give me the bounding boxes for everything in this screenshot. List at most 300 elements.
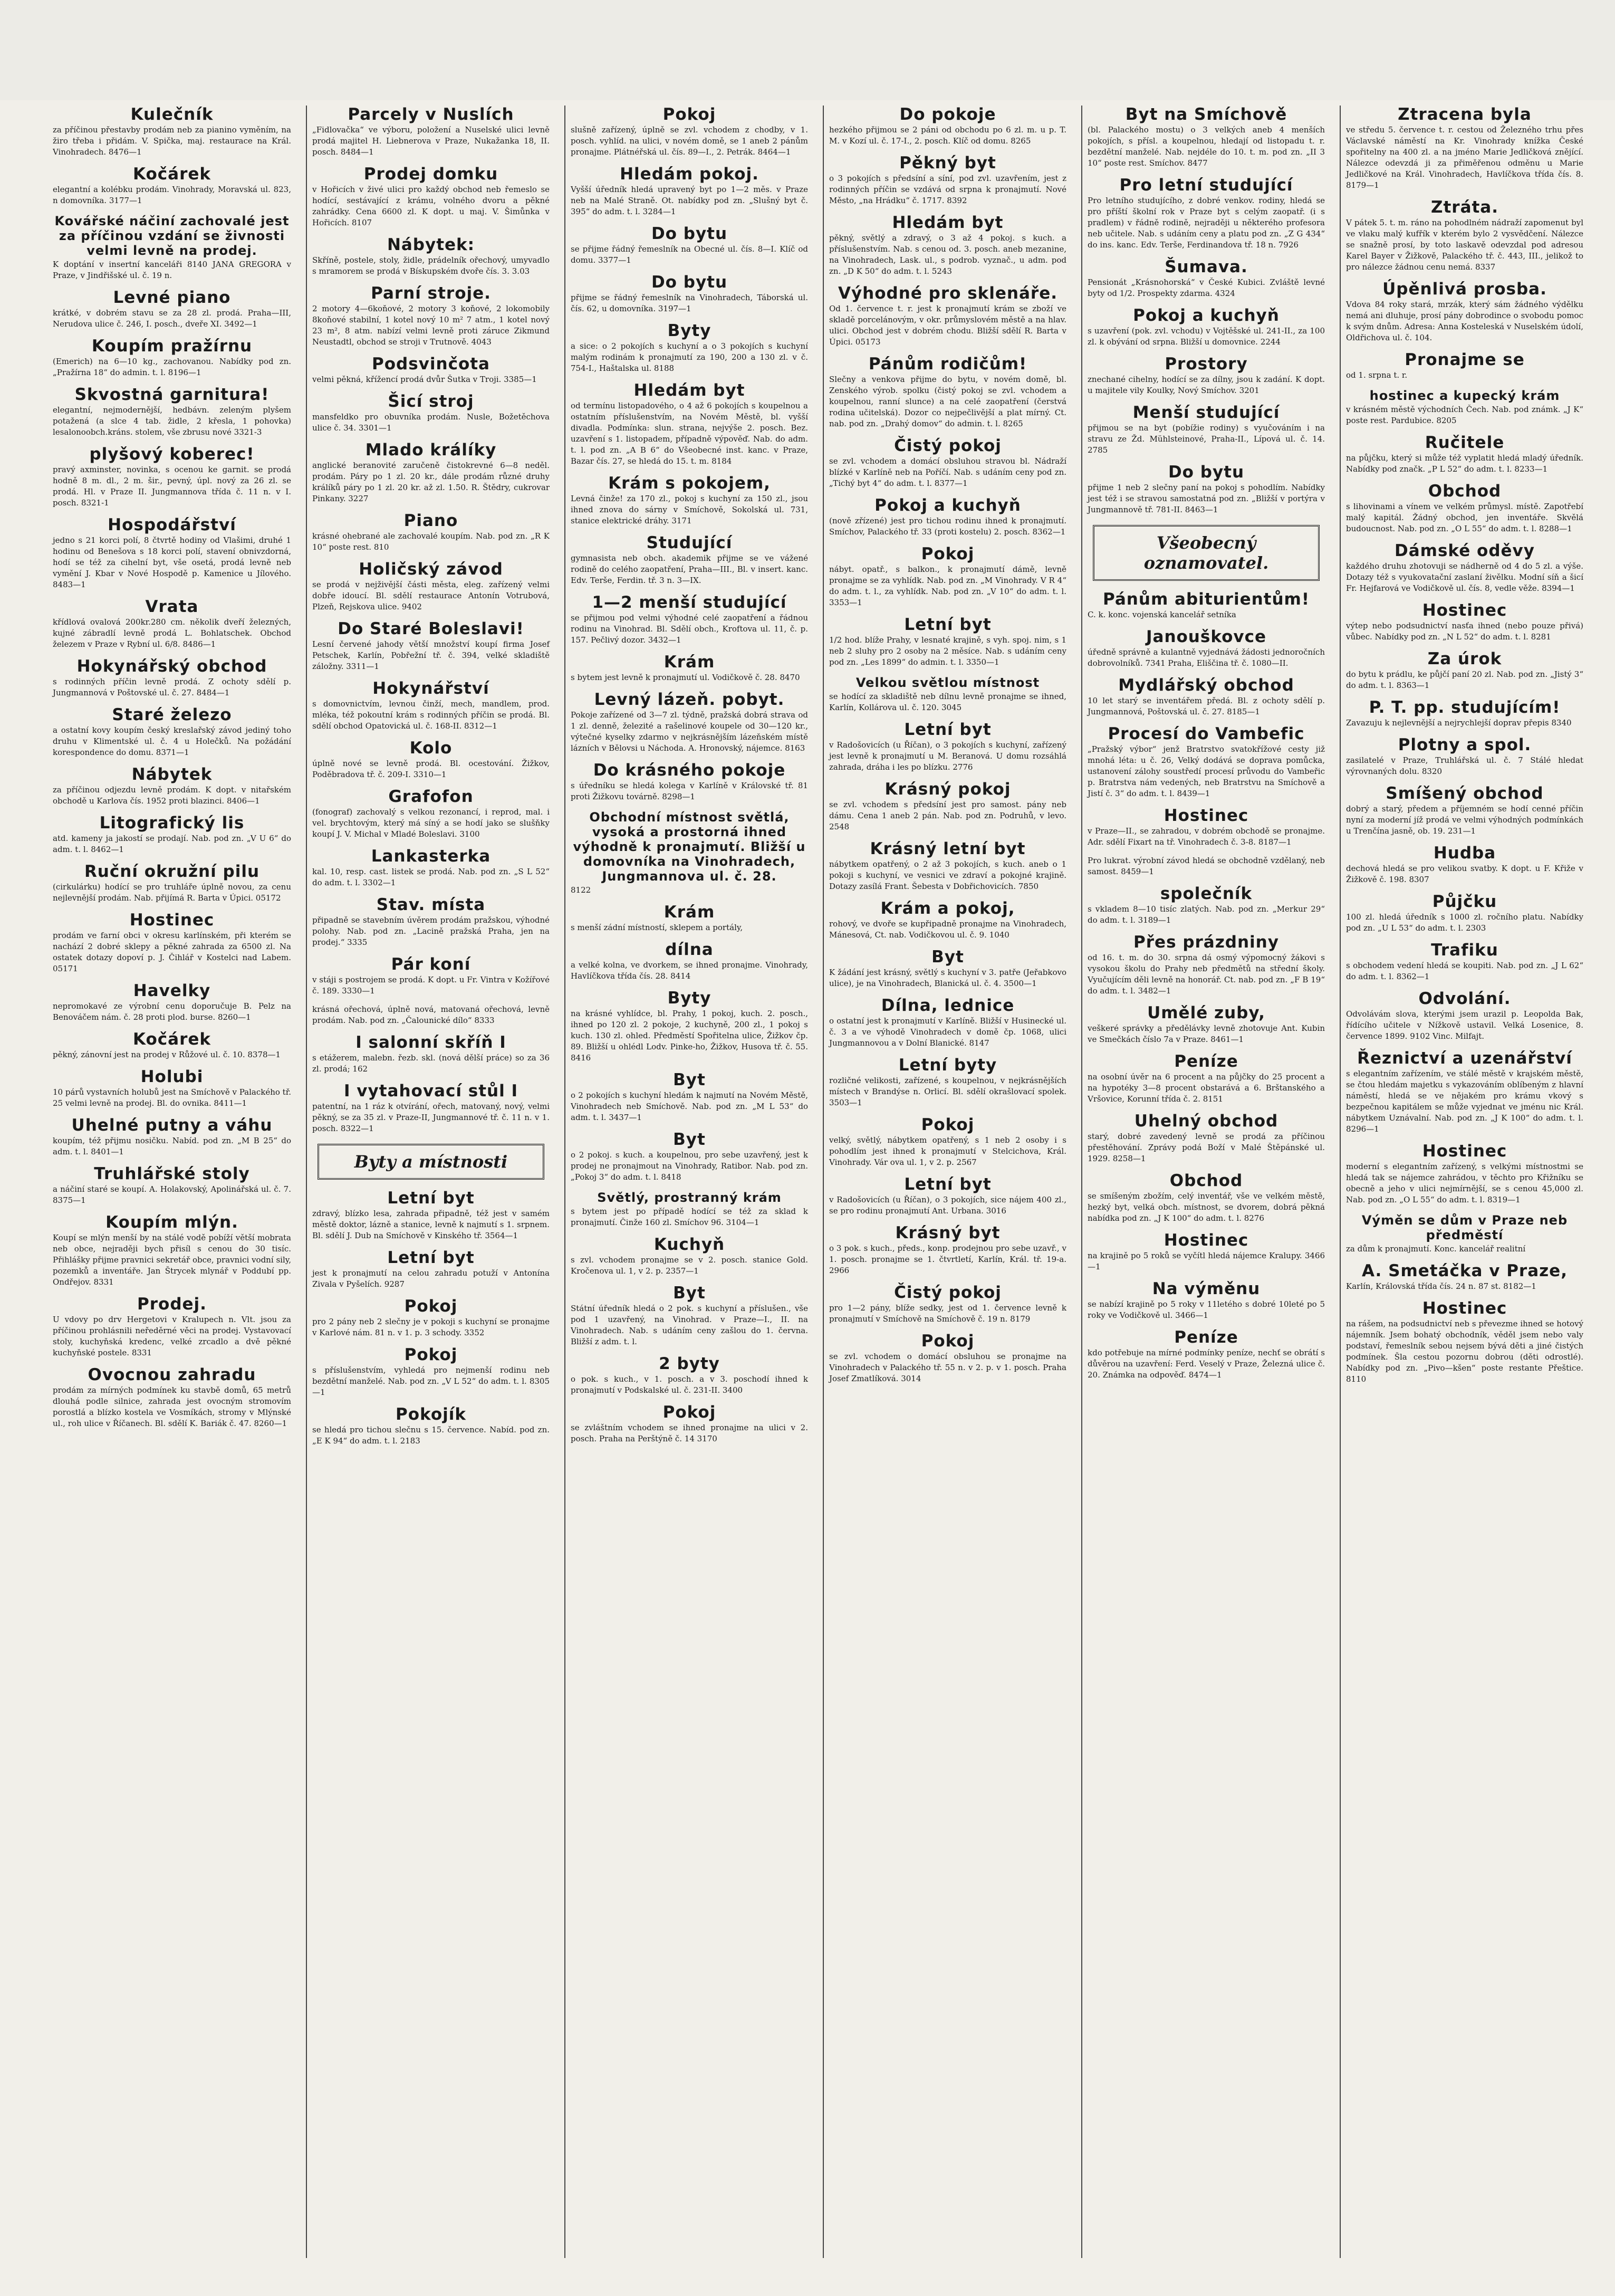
ad-text: Vyšší úředník hledá upravený byt po 1—2 měs. v Praze neb na Malé Straně. Ot. nabídky pod zn. „Slušný byt č. 395“ do adm. t. l. 3284—1: [571, 185, 808, 216]
ad-heading: Prodej domku: [363, 165, 498, 184]
ad-text: se hledá pro tichou slečnu s 15. července. Nabíd. pod zn. „E K 94“ do adm. t. l. 2183: [312, 1425, 550, 1446]
ad-heading: hostinec a kupecký krám: [1369, 388, 1560, 403]
ad-text: krátké, v dobrém stavu se za 28 zl. prodá. Praha—III, Nerudova ulice č. 246, I. posch., dveře XI. 3492—1: [53, 308, 291, 329]
ad-text: na krásné vyhlídce, bl. Prahy, 1 pokoj, kuch. 2. posch., ihned po 120 zl. 2 pokoje, 2 kuchyně, 200 zl., 1 pokoj s kuch. 130 zl. ohled. Předměstí Spořitelna ulice, Žižkov čp. 89. Bližší u ohlédl Lodv. Pinke-ho, Žižkov, Husova tř. č. 55. 8416: [571, 1009, 808, 1063]
ad-text: kal. 10, resp. cast. listek se prodá. Nab. pod zn. „S L 52“ do adm. t. l. 3302—1: [312, 867, 550, 887]
ad-text: Zavazuju k nejlevnější a nejrychlejší doprav přepis 8340: [1346, 718, 1572, 728]
ad-text: se zvl. vchodem o domácí obsluhou se pronajme na Vinohradech v Palackého tř. 55 n. v 2. p. v 1. posch. Praha Josef Zmatlíková. 3014: [829, 1352, 1066, 1383]
classified-ad: [53, 766, 291, 807]
ad-heading: Ovocnou zahradu: [88, 1365, 256, 1384]
classified-ad: [571, 989, 808, 1064]
ad-text: s uzavření (pok. zvl. vchodu) v Vojtěšské ul. 241-II., za 100 zl. k obývání od srpna. Bližší u domovnice. 2244: [1088, 326, 1325, 347]
ad-text: K doptání v insertní kanceláři 8140 JANA GREGORA v Praze, v Jindřišské ul. č. 19 n.: [53, 260, 291, 280]
classified-ad: [829, 1116, 1066, 1168]
ad-text: 100 zl. hledá úředník s 1000 zl. ročního platu. Nabídky pod zn. „U L 53“ do adm. t. l. 2303: [1346, 912, 1583, 933]
ad-text: Pro letního studujícího, z dobré venkov. rodiny, hledá se pro příští školní rok v Praze byt s celým zaopatř. (i s pradlem) v řádně rodině, nejraději u některého profesora neb učitele. Nab. s udáním ceny a platu pod zn. „Z G 434“ do ins. kanc. Edv. Terše, Ferdinandova tř. 18 n. 7926: [1088, 196, 1325, 250]
section-heading-box: Všeobecný oznamovatel.: [1093, 525, 1320, 581]
classified-ad: [53, 1116, 291, 1157]
classified-ad: [829, 721, 1066, 773]
ad-text: se přijmou pod velmi výhodné celé zaopatření a řádnou rodinu na Vinohrad. Bl. Sdělí obch., Kroftova ul. 11, č. p. 157. Pečlivý dozor. 3432—1: [571, 613, 808, 645]
classified-ad: [1088, 463, 1325, 515]
classified-ad: [571, 761, 808, 802]
classified-ad: [312, 1004, 550, 1026]
ad-text: za příčinou přestavby prodám neb za pianino vyměním, na žiro třeba i přidám. V. Spička, maj. restaurace na Král. Vinohradech. 8476—1: [53, 125, 291, 157]
column-6: [1340, 106, 1589, 2258]
classified-ad: [1346, 1213, 1583, 1255]
ad-text: Od 1. července t. r. jest k pronajmutí krám se zboží ve skladě porcelánovým, v okr. průmyslovém městě a na hlav. ulici. Obchod jest v dobrém chodu. Bližší sdělí R. Barta v Úpici. 05173: [829, 304, 1066, 347]
classified-ad: [312, 847, 550, 888]
ad-heading: Šicí stroj: [388, 392, 474, 411]
classified-ad: [829, 214, 1066, 277]
classified-ad: [829, 437, 1066, 489]
ad-heading: Ručitele: [1425, 433, 1505, 452]
ad-text: pěkný, zánovní jest na prodej v Růžové ul. č. 10. 8378—1: [53, 1050, 281, 1059]
classified-ad: [1088, 933, 1325, 997]
ad-text: se zvl. vchodem s předsíní jest pro samost. pány neb dámu. Cena 1 aneb 2 pán. Nab. pod zn. Podruhů, v levo. 2548: [829, 800, 1066, 831]
classified-ad: [571, 106, 808, 158]
ad-heading: Grafofon: [388, 787, 474, 806]
classified-ad: [829, 840, 1066, 892]
classified-ad: [571, 474, 808, 527]
ad-heading: Pokoj: [662, 1403, 716, 1422]
ad-text: V pátek 5. t. m. ráno na pohodlném nádraží zapomenut byl ve vlaku malý kufřík v kterém bylo 2 vysvědčení. Nálezce se snažně prosí, by toto laskavě odevzdal pod adresou Karel Bayer v Žižkově, Palackého tř. č. 443, III., jelikož to pro nálezce žádnou cenu nemá. 8337: [1346, 218, 1583, 272]
ad-heading: Pokoj: [404, 1297, 458, 1316]
classified-ad: [53, 445, 291, 509]
classified-ad: [1088, 628, 1325, 669]
ad-heading: Nábytek:: [387, 235, 475, 254]
ad-text: pravý axminster, novinka, s ocenou ke garnit. se prodá hodně 8 m. dl., 2 m. šir., pevný, úpl. nový za 26 zl. se prodá. Hl. v Praze II. Jungmannova třída č. 11 n. v I. posch. 8321-1: [53, 465, 291, 508]
ad-heading: Trafiku: [1431, 941, 1498, 960]
ad-heading: Stav. místa: [376, 895, 486, 914]
ad-heading: Letní byt: [904, 720, 992, 739]
ad-text: s menší zádní místností, sklepem a portály,: [571, 923, 743, 932]
classified-ad: [1346, 1049, 1583, 1135]
ad-text: Státní úředník hledá o 2 pok. s kuchyní a příslušen., vše pod 1 uzavřený, na Vinohrad. v Praze—I., II. na Vinohradech. Nab. s udáním ceny zašlou do 1. června. Bližší z adm. t. l.: [571, 1304, 808, 1346]
ad-heading: Kovářské náčiní zachovalé jest za příčinou vzdání se živnosti velmi levně na prodej.: [54, 214, 290, 258]
ad-heading: A. Smetáčka v Praze,: [1361, 1261, 1568, 1280]
ad-heading: Levné piano: [113, 288, 231, 307]
ad-heading: Koupím mlýn.: [105, 1213, 238, 1232]
ad-heading: Půjčku: [1432, 892, 1497, 911]
ad-text: elegantní, nejmodernější, hedbávn. zeleným plyšem potažená (a slce 4 tab. židle, 2 křesla, 1 pohovka) lesalonoobch.kráns. stolem, vše zbrusu nové 3321-3: [53, 405, 291, 437]
ad-text: na půjčku, který si může též vyplatit hledá mladý úředník. Nabídky pod značk. „P L 52“ do adm. t. l. 8233—1: [1346, 453, 1583, 474]
ad-heading: Kočárek: [133, 165, 211, 184]
ad-heading: Pár koní: [391, 955, 471, 974]
ad-heading: Hudba: [1433, 844, 1496, 863]
ad-heading: Byt: [673, 1070, 706, 1089]
ad-text: „Fidlovačka“ ve výboru, položení a Nuselské ulici levně prodá majitel H. Liebnerova v Praze, Nukažanka 18, II. posch. 8484—1: [312, 125, 550, 157]
ad-heading: Hostinec: [1422, 1142, 1507, 1161]
classified-ad: [53, 982, 291, 1023]
ad-text: v stáji s postrojem se prodá. K dopt. u Fr. Vintra v Kožířové č. 189. 3330—1: [312, 975, 550, 996]
ad-heading: Letní byt: [904, 615, 992, 634]
classified-ad: [1088, 1328, 1325, 1381]
ad-text: jest k pronajmutí na celou zahradu potuží v Antonína Zivala v Pyšelích. 9287: [312, 1268, 550, 1289]
ad-heading: Letní byty: [898, 1056, 997, 1075]
ad-text: kdo potřebuje na mírné podmínky peníze, nechť se obrátí s důvěrou na uzavření: Ferd. Veselý v Praze, Železná ulice č. 20. Známka na odpověď. 8474—1: [1088, 1348, 1325, 1380]
classified-ad: [53, 214, 291, 281]
ad-heading: Krám s pokojem,: [608, 474, 771, 493]
classified-ad: [53, 1165, 291, 1206]
ad-heading: Prostory: [1165, 355, 1248, 374]
classified-ad: [1346, 482, 1583, 534]
ad-text: (fonograf) zachovalý s velkou rezonancí, i reprod, mal. i vel. brychtovým, který má síný a se hodí jako se slušňky koupí J. V. Michal v Mladé Boleslavi. 3100: [312, 807, 550, 839]
ad-text: se zvl. vchodem a domácí obsluhou stravou bl. Nádraží blízké v Karlíně neb na Poříčí. Nab. s udáním ceny pod zn. „Tichý byt 4“ do adm. t. l. 8377—1: [829, 456, 1066, 488]
ad-text: přijme se řádný řemeslník na Vinohradech, Táborská ul. čís. 62, u domovníka. 3197—1: [571, 293, 808, 313]
ad-heading: Úpěnlivá prosba.: [1382, 280, 1547, 299]
classified-ad: [571, 594, 808, 646]
classified-ad: [829, 1224, 1066, 1276]
ad-text: o 3 pok. s kuch., předs., konp. prodejnou pro sebe uzavř., v 1. posch. pronajme se 1. čtvrtletí, Karlín, Král. tř. 19-a. 2966: [829, 1243, 1066, 1275]
ad-text: Pensionát „Krásnohorská“ v České Kubici. Zvláště levné byty od 1/2. Prospekty zdarma. 4324: [1088, 278, 1325, 298]
ad-heading: Hostinec: [1422, 601, 1507, 620]
ad-heading: Pronajme se: [1405, 350, 1525, 369]
classified-ad: [1346, 1262, 1583, 1292]
ad-heading: Studující: [646, 533, 733, 552]
ad-heading: Piano: [403, 511, 458, 530]
classified-ad: [312, 560, 550, 613]
classified-ad: [571, 1190, 808, 1228]
classified-ad: [1088, 1280, 1325, 1321]
ad-text: patentní, na 1 ráz k otvírání, ořech, matovaný, nový, velmi pěkný, se za 35 zl. v Praze-II, Jungmannové tř. č. 11 n. v 1. posch. 8322—1: [312, 1102, 550, 1133]
ad-text: Levná činže! za 170 zl., pokoj s kuchyní za 150 zl., jsou ihned znova do sárny v Smíchově, Sokolská ul. 731, stanice elektrické dráhy. 3171: [571, 494, 808, 525]
classified-ad: [829, 154, 1066, 206]
ad-text: pěkný, světlý a zdravý, o 3 až 4 pokoj. s kuch. a příslušenstvím. Nab. s cenou od. 3. posch. aneb mezanine, na Vinohradech, Lask. ul., s podrob. vyznač., u adm. pod zn. „D K 50“ do adm. t. l. 5243: [829, 233, 1066, 276]
classified-ad: [1346, 990, 1583, 1042]
classified-ad: [1346, 434, 1583, 475]
ad-text: Lesní červené jahody větší množství koupí firma Josef Petschek, Karlín, Pobřežní tř. č. 394, velké skladiště záložny. 3311—1: [312, 639, 550, 671]
classified-ad: [1346, 785, 1583, 837]
classified-ad: [53, 863, 291, 904]
ad-text: křídlová ovalová 200kr.280 cm. několik dveří železných, kujné zábradlí levně prodá L. Bohlatschek. Obchod železem v Praze v Rybní ul. 6/8. 8486—1: [53, 617, 291, 649]
ad-heading: Krásný letní byt: [870, 839, 1026, 858]
ad-heading: Kulečník: [130, 106, 214, 124]
ad-text: s domovnictvím, levnou činží, mech, mandlem, prod. mléka, též pokoutní krám s rodinných příčin se prodá. Bl. sdělí obchod Opatovická ul. č. 168-II. 8312—1: [312, 699, 550, 731]
classified-ad: [1346, 1142, 1583, 1206]
column-1: [47, 106, 296, 2258]
ad-text: 2 motory 4—6koňové, 2 motory 3 koňové, 2 lokomobily 8koňové stabilní, 1 kotel nový 10 m² 7 atm., 1 kotel nový 23 m², 8 atm. nabízí velmi levně proti záruce Zikmund Neustadtl, obchod se stroji v Trutnově. 4043: [312, 304, 550, 347]
ad-heading: Výměn se dům v Praze neb předměstí: [1361, 1213, 1568, 1242]
classified-ad: [53, 337, 291, 378]
classified-ad: [571, 1131, 808, 1183]
ad-heading: Šumava.: [1165, 257, 1248, 276]
classified-ad: [1088, 258, 1325, 299]
classified-ad: [53, 1068, 291, 1109]
classified-ad: [1346, 699, 1583, 729]
classified-ad: [1346, 601, 1583, 643]
ad-text: nábyt. opatř., s balkon., k pronajmutí dámě, levně pronajme se za vyhlídk. Nab. pod zn. „M Vinohrady. V R 4“ do adm. t. l., za vyhlídk. Nab. pod zn. „V 10“ do adm. t. l. 3353—1: [829, 565, 1066, 607]
ad-heading: Plotny a spol.: [1398, 735, 1532, 754]
ad-text: Slečny a venkova přijme do bytu, v novém domě, bl. Zenského výrob. spolku (čistý pokoj se zvl. vchodem a koupelnou, ranní slunce) a na celé zaopatření (čerstvá rodina učitelská). Dozor co nejpečlivější a plat mírný. Ct. nab. pod zn. „Drahý domov“ do admin. t. l. 8265: [829, 375, 1066, 428]
ad-heading: Odvolání.: [1418, 989, 1511, 1008]
ad-heading: Do bytu: [651, 224, 728, 243]
classified-ad: [1346, 542, 1583, 594]
ad-text: velmi pěkná, křížencí prodá dvůr Šutka v Troji. 3385—1: [312, 375, 537, 384]
ad-heading: Skvostná garnitura!: [74, 385, 270, 404]
classified-ad: [312, 236, 550, 277]
ad-heading: Peníze: [1174, 1328, 1238, 1347]
classified-ad: [53, 1295, 291, 1359]
ad-text: o 3 pokojích s předsíní a síní, pod zvl. uzavřením, jest z rodinných příčin se vzdává od srpna k pronajmutí. Nové Město, „na Hrádku“ č. 1717. 8392: [829, 174, 1066, 205]
ad-text: v Radošovicích (u Říčan), o 3 pokojích, sice nájem 400 zl., se pro rodinu pronajmutí Ant. Urbana. 3016: [829, 1195, 1066, 1216]
ad-heading: dílna: [665, 940, 714, 959]
column-3: [564, 106, 813, 2258]
ad-text: starý, dobré zavedený levně se prodá za příčinou přestěhování. Zprávy podá Boží v Malé Štěpánské ul. 1929. 8258—1: [1088, 1132, 1325, 1163]
ad-text: úplně nové se levně prodá. Bl. ocestování. Žižkov, Poděbradova tř. č. 209-I. 3310—1: [312, 759, 550, 779]
classified-ad: [312, 1082, 550, 1134]
classified-ad: [1346, 106, 1583, 191]
ad-text: krásná ořechová, úplně nová, matovaná ořechová, levně prodám. Nab. pod zn. „Čalounické dílo“ 8333: [312, 1004, 550, 1025]
classified-ad: [571, 1355, 808, 1396]
ad-heading: Za úrok: [1427, 649, 1502, 668]
ad-text: koupím, též přijmu nosičku. Nabíd. pod zn. „M B 25“ do adm. t. l. 8401—1: [53, 1136, 291, 1156]
ad-heading: Prodej.: [137, 1295, 207, 1314]
ad-heading: P. T. pp. studujícím!: [1369, 698, 1561, 717]
classified-ad: [1088, 307, 1325, 348]
ad-heading: Na výměnu: [1152, 1279, 1261, 1298]
classified-ad: [571, 941, 808, 982]
ad-text: na rášem, na podsudnictví neb s převezme ihned se hotový nájemník. Jsem bohatý obchodník, věděl jsem nebo valy podstaví, řemeslník sebou nejsem bývá děti a jiné čistých podmínek. Šla cestou pozornu dobrou (děti odrostlé). Nabídky pod zn. „Pivo—kšen“ poste restante Přeštice. 8110: [1346, 1319, 1583, 1384]
ad-heading: Janouškovce: [1146, 627, 1267, 646]
classified-ad: [53, 706, 291, 758]
ad-heading: Do krásného pokoje: [593, 761, 786, 780]
classified-ad: [829, 545, 1066, 608]
classified-ad: [1346, 893, 1583, 934]
ad-heading: Hledám byt: [892, 213, 1004, 232]
classified-ad: [312, 680, 550, 732]
ad-text: Vdova 84 roky stará, mrzák, který sám žádného výdělku nemá ani dluhuje, prosí pány dobrodince o svobodu pomoc k svým dnům. Adresa: Anna Kosteleská v Nuselském údolí, Oldřichova ul. č. 104.: [1346, 300, 1583, 342]
ad-text: 10 let starý se inventářem předá. Bl. z ochoty sdělí p. Jungmannová, Poštovská ul. č. 27. 8185—1: [1088, 696, 1325, 716]
ad-text: s bytem jest po případě hodící se též za sklad k pronajmutí. Činže 160 zl. Smíchov 96. 3104—1: [571, 1207, 808, 1227]
classified-ad: [53, 386, 291, 438]
ad-text: U vdovy po drv Hergetovi v Kralupech n. Vlt. jsou za příčinou prohlásnili neředěrné věci na prodej. Vystavovací stoly, kuchyňská kredenc, velké zrcadlo a dvě pěkné kuchyňské postele. 8331: [53, 1315, 291, 1357]
ad-heading: Holičský závod: [359, 560, 503, 579]
ad-heading: Byty: [667, 321, 712, 340]
classified-ad: [829, 1284, 1066, 1325]
ad-text: a ostatní kovy koupím český kreslařský závod jediný toho druhu v Klimentské ul. č. 4 u Holečků. Na požádání korespondence do domu. 8371—1: [53, 725, 291, 757]
ad-heading: Pokoj a kuchyň: [1133, 306, 1280, 325]
ad-heading: Hledám byt: [633, 381, 745, 400]
ad-heading: 1—2 menší studující: [592, 593, 787, 612]
classified-ad: [312, 284, 550, 348]
classified-ad: [829, 1332, 1066, 1384]
ad-heading: Kuchyň: [653, 1235, 725, 1254]
classified-ad: [312, 512, 550, 553]
classified-ad: [1088, 725, 1325, 799]
ad-text: Skříně, postele, stoly, židle, prádelník ořechový, umyvadlo s mramorem se prodá v Bískupském dvoře čís. 3. 3.03: [312, 255, 550, 276]
ad-heading: Dílna, lednice: [881, 996, 1015, 1015]
ad-heading: Dámské oděvy: [1395, 541, 1535, 560]
ad-heading: Smíšený obchod: [1386, 784, 1544, 803]
ad-heading: Byt: [673, 1284, 706, 1303]
classified-ad: [571, 1071, 808, 1123]
ad-text: (nově zřízené) jest pro tichou rodinu ihned k pronajmutí. Smíchov, Palackého tř. 33 (proti kostelu) 2. posch. 8362—1: [829, 516, 1066, 537]
ad-heading: Pokoj: [921, 1332, 975, 1351]
ad-text: prodám ve farní obci v okresu karlínském, při kterém se nachází 2 dobré sklepy a pěkné zahrada za 6500 zl. Na ostatek dotazy dopoví p. J. Čihlář v Kostelci nad Labem. 05171: [53, 931, 291, 973]
classified-ad: [1088, 106, 1325, 169]
ad-heading: Čistý pokoj: [894, 436, 1002, 455]
ad-heading: Do pokoje: [899, 106, 996, 124]
classified-ad: [571, 225, 808, 266]
classified-ad: [571, 322, 808, 374]
ad-heading: Krásný pokoj: [885, 780, 1011, 799]
ad-text: rohový, ve dvoře se kupřipadně pronajme na Vinohradech, Mánesová, Ct. nab. Vodičkovou ul. č. 9. 1040: [829, 919, 1066, 940]
classified-ad: [1088, 1231, 1325, 1273]
ad-text: s obchodem vedení hledá se koupiti. Nab. pod zn. „J L 62“ do adm. t. l. 8362—1: [1346, 961, 1583, 981]
classified-ad: [1088, 176, 1325, 251]
classified-ad: [312, 1346, 550, 1398]
ad-text: každého druhu zhotovuji se nádherně od 4 do 5 zl. a výše. Dotazy též s vyukovatační zaslaní živělku. Modní síň a šicí Fr. Hejfarová ve Vodičkově ul. čís. 8, vedle věže. 8394—1: [1346, 561, 1583, 593]
ad-text: výtep nebo podsudnictví nasťa ihned (nebo pouze přivá) vůbec. Nabídky pod zn. „N L 52“ do adm. t. l. 8281: [1346, 621, 1583, 642]
classified-ad: [1346, 1299, 1583, 1385]
ad-text: anglické beranovité zaručeně čistokrevné 6—8 neděl. prodám. Páry po 1 zl. 20 kr., dále prodám různé druhy králíků páry po 1 zl. 20 kr. až zl. 1.50. R. Štědry, cukrovar Pinkany. 3227: [312, 461, 550, 503]
ad-heading: Pěkný byt: [899, 154, 996, 173]
ad-heading: Pokoj: [921, 544, 975, 563]
ad-text: C. k. konc. vojenská kancelář setníka: [1088, 610, 1236, 619]
ad-text: za dům k pronajmutí. Konc. kancelář realitní: [1346, 1244, 1526, 1254]
ad-heading: Pánům abiturientům!: [1103, 590, 1310, 609]
ad-text: a sice: o 2 pokojích s kuchyní a o 3 pokojích s kuchyní malým rodinám k pronajmutí za 190, 200 a 130 zl. v č. 754-I., Haštalska ul. 8188: [571, 341, 808, 373]
ad-text: na krajině po 5 roků se vyčítl hledá nájemce Kralupy. 3466—1: [1088, 1251, 1325, 1271]
classified-ad: [571, 273, 808, 314]
classified-ad: [1088, 1172, 1325, 1224]
ad-text: se prodá v nejživější části města, eleg. zařízený velmi dobře idoucí. Bl. sdělí restaurace Antonín Votrubová, Plzeň, Rejskova ulice. 9402: [312, 580, 550, 611]
classified-ad: [829, 900, 1066, 941]
classified-ad: [1346, 844, 1583, 885]
ad-text: znechané cihelny, hodící se za dílny, jsou k zadání. K dopt. u majitele vily Koulky, Nový Smíchov. 3201: [1088, 375, 1325, 395]
ad-text: v Radošovicích (u Říčan), o 3 pokojích s kuchyní, zařízený jest levně k pronajmutí u M. Beranová. U domu rozsáhlá zahrada, dráha i les po blízku. 2776: [829, 740, 1066, 772]
ad-text: o pok. s kuch., v 1. posch. a v 3. poschodí ihned k pronajmutí v Podskalské ul. č. 231-II. 3400: [571, 1374, 808, 1395]
classified-ad: [829, 284, 1066, 348]
ad-text: velký, světlý, nábytkem opatřený, s 1 neb 2 osoby i s pohodlím jest ihned k pronajmutí v Stelcichova, Král. Vinohrady. Vár ova ul. 1, v 2. p. 2567: [829, 1135, 1066, 1167]
ad-heading: Hospodářství: [108, 515, 236, 534]
ad-text: Pro lukrat. výrobní závod hledá se obchodně vzdělaný, neb samost. 8459—1: [1088, 856, 1325, 876]
classified-ad: [1346, 650, 1583, 691]
ad-heading: Pokojík: [396, 1405, 466, 1424]
ad-text: s rodinných příčin levně prodá. Z ochoty sdělí p. Jungmannová v Poštovské ul. č. 27. 8484—1: [53, 677, 291, 697]
classified-ad: [1088, 1004, 1325, 1045]
ad-heading: Staré železo: [112, 705, 232, 724]
ad-heading: Letní byt: [387, 1189, 475, 1208]
ad-heading: Mydlářský obchod: [1118, 676, 1294, 695]
ad-heading: Hokynářství: [372, 679, 489, 698]
classified-ad: [1088, 855, 1325, 877]
ad-heading: Levný lázeň. pobyt.: [594, 690, 785, 709]
ad-heading: Pánům rodičům!: [868, 355, 1027, 374]
ad-text: se přijme řádný řemeslník na Obecné ul. čís. 8—I. Klíč od domu. 3377—1: [571, 244, 808, 265]
ad-text: dobrý a starý, předem a příjemném se hodí cenné příčin nyní za moderní jíž prodá ve velmi výhodných podmínkách u Trenčína jasně, ob. 19. 231—1: [1346, 804, 1583, 836]
ad-text: za příčinou odjezdu levně prodám. K dopt. v nitařském obchodě u Karlova čís. 1952 proti blazinci. 8406—1: [53, 785, 291, 806]
classified-ad: [1346, 388, 1583, 426]
ad-text: zdravý, blízko lesa, zahrada připadně, též jest v samém městě doktor, lázně a stanice, levně k najmutí s 1. srpnem. Bl. sdělí J. Dub na Smíchově v Kinského tř. 3564—1: [312, 1209, 550, 1240]
ad-heading: Přes prázdniny: [1133, 933, 1279, 952]
ad-text: (cirkulárku) hodící se pro truhláře úplně novou, za cenu nejlevnější prodám. Nab. přijímá R. Barta v Úpici. 05172: [53, 882, 291, 903]
classified-ad: [312, 106, 550, 158]
classified-ad: [53, 1366, 291, 1429]
column-2: [306, 106, 555, 2258]
ad-text: pro 2 pány neb 2 slečny je v pokoji s kuchyní se pronajme v Karlové nám. 81 n. v 1. p. 3 schody. 3352: [312, 1317, 550, 1337]
ad-heading: Kočárek: [133, 1030, 211, 1049]
section-heading-box: Byty a místnosti: [318, 1144, 544, 1180]
ad-heading: Holubi: [140, 1067, 204, 1086]
classified-ad: [53, 165, 291, 206]
ad-heading: Pro letní studující: [1119, 176, 1293, 195]
ad-heading: Litografický lis: [99, 814, 245, 833]
classified-ad: [571, 381, 808, 467]
ad-text: v Hořicích v živé ulici pro každý obchod neb řemeslo se hodící, sestávající z krámu, volného dvoru a pěkné zahrádky. Cena 6600 zl. K dopt. u maj. V. Šimůnka v Hořicích. 8107: [312, 185, 550, 227]
ad-heading: Koupím pražírnu: [91, 337, 253, 356]
ad-text: nepromokavé ze výrobní cenu doporučuje B. Pelz na Benováčem nám. č. 28 proti plod. burse. 8260—1: [53, 1001, 291, 1022]
ad-text: přijme 1 neb 2 slečny paní na pokoj s pohodlím. Nabídky jest též i se stravou samostatná pod zn. „Bližší v portýra v Jungmannově tř. 781-II. 8463—1: [1088, 483, 1325, 514]
ad-heading: plyšový koberec!: [89, 445, 255, 464]
ad-text: o ostatní jest k pronajmutí v Karlíně. Bližší v Husinecké ul. č. 3 a ve výhodě Vinohradech v domě čp. 1068, ulici Jungmannovou a v Dolní Blanické. 8147: [829, 1016, 1066, 1048]
classified-ad: [312, 165, 550, 228]
ad-text: se hodící za skladiště neb dílnu levně pronajme se ihned, Karlín, Kollárova ul. č. 120. 3045: [829, 692, 1066, 712]
ad-text: mansfeldko pro obuvníka prodám. Nusle, Božetěchova ulice č. 34. 3301—1: [312, 412, 550, 433]
ad-text: prodám za mírných podmínek ku stavbě domů, 65 metrů dlouhá podle silnice, zahrada jest ovocným stromovím porostlá a blízko kostela ve Vosmíkách, stromy v Mlýnské ul., roh ulice v Říčanech. Bl. sdělí K. Bariák č. 47. 8260—1: [53, 1385, 291, 1428]
classified-columns: [47, 106, 1589, 2258]
column-4: [823, 106, 1072, 2258]
ad-heading: Pokoj: [404, 1345, 458, 1364]
ad-heading: Pokoj: [662, 106, 716, 124]
ad-heading: Procesí do Vambefic: [1108, 724, 1305, 743]
ad-heading: Byt na Smíchově: [1125, 106, 1287, 124]
ad-heading: Lankasterka: [371, 847, 491, 866]
ad-heading: Krásný byt: [895, 1223, 1001, 1242]
ad-heading: Velkou světlou místnost: [855, 675, 1040, 690]
classified-ad: [1088, 807, 1325, 848]
ad-heading: Pokoj a kuchyň: [874, 496, 1021, 515]
ad-text: zasilatelé v Praze, Truhlářská ul. č. 7 Stálé hledat výrovnaných dolu. 8320: [1346, 755, 1583, 776]
classified-ad: [312, 355, 550, 385]
classified-ad: [53, 911, 291, 974]
ad-heading: Uhelný obchod: [1134, 1112, 1278, 1131]
classified-ad: [53, 1030, 291, 1060]
ad-text: s příslušenstvím, vyhledá pro nejmenší rodinu neb bezdětní manželé. Nab. pod zn. „V L 52“ do adm. t. l. 8305—1: [312, 1365, 550, 1397]
ad-text: o 2 pokojích s kuchyní hledám k najmutí na Novém Městě, Vinohradech neb Smíchově. Nab. pod zn. „M L 53“ do adm. t. l. 3437—1: [571, 1090, 808, 1122]
classified-ad: [571, 903, 808, 933]
ad-text: rozličné velikosti, zařízené, s koupelnou, v nejkrásnějších místech v Brandýse n. Orlicí. Bl. sdělí okrašlovací spolek. 3503—1: [829, 1076, 1066, 1107]
ad-heading: Pokoj: [921, 1115, 975, 1134]
ad-heading: Havelky: [133, 981, 211, 1000]
classified-ad: [571, 653, 808, 683]
ad-heading: Obchod: [1169, 1171, 1243, 1190]
ad-heading: Mlado králíky: [365, 441, 497, 460]
ad-text: s bytem jest levně k pronajmutí ul. Vodičkově č. 28. 8470: [571, 673, 800, 682]
ad-text: 10 párů vystavních holubů jest na Smíchově v Palackého tř. 25 velmi levně na prodej. Bl. do ovnika. 8411—1: [53, 1087, 291, 1108]
classified-ad: [312, 739, 550, 780]
ad-heading: Obchod: [1428, 482, 1502, 501]
ad-heading: Byt: [931, 948, 964, 967]
classified-ad: [829, 616, 1066, 668]
classified-ad: [829, 496, 1066, 538]
classified-ad: [312, 955, 550, 997]
ad-text: gymnasista neb obch. akademik přijme se ve vážené rodině do celého zaopatření, Praha—III., Bl. v insert. kanc. Edv. Terše, Ferdin. tř. 3 n. 3—IX.: [571, 553, 808, 585]
ad-heading: Do bytu: [1168, 463, 1245, 482]
ad-heading: Obchodní místnost světlá, vysoká a prostorná ihned výhodně k pronajmutí. Bližší u domovníka na Vinohradech, Jungmannova ul. č. 28.: [573, 810, 806, 884]
ad-heading: Do bytu: [651, 273, 728, 292]
classified-ad: [53, 598, 291, 650]
classified-ad: [829, 106, 1066, 147]
ad-heading: Parcely v Nuslích: [348, 106, 514, 124]
ad-heading: Hledám pokoj.: [620, 165, 759, 184]
ad-heading: Výhodné pro sklenáře.: [838, 284, 1058, 303]
ad-heading: Hostinec: [129, 911, 215, 930]
classified-ad: [53, 106, 291, 158]
classified-ad: [1346, 736, 1583, 777]
classified-ad: [829, 780, 1066, 833]
classified-ad: [1346, 351, 1583, 381]
